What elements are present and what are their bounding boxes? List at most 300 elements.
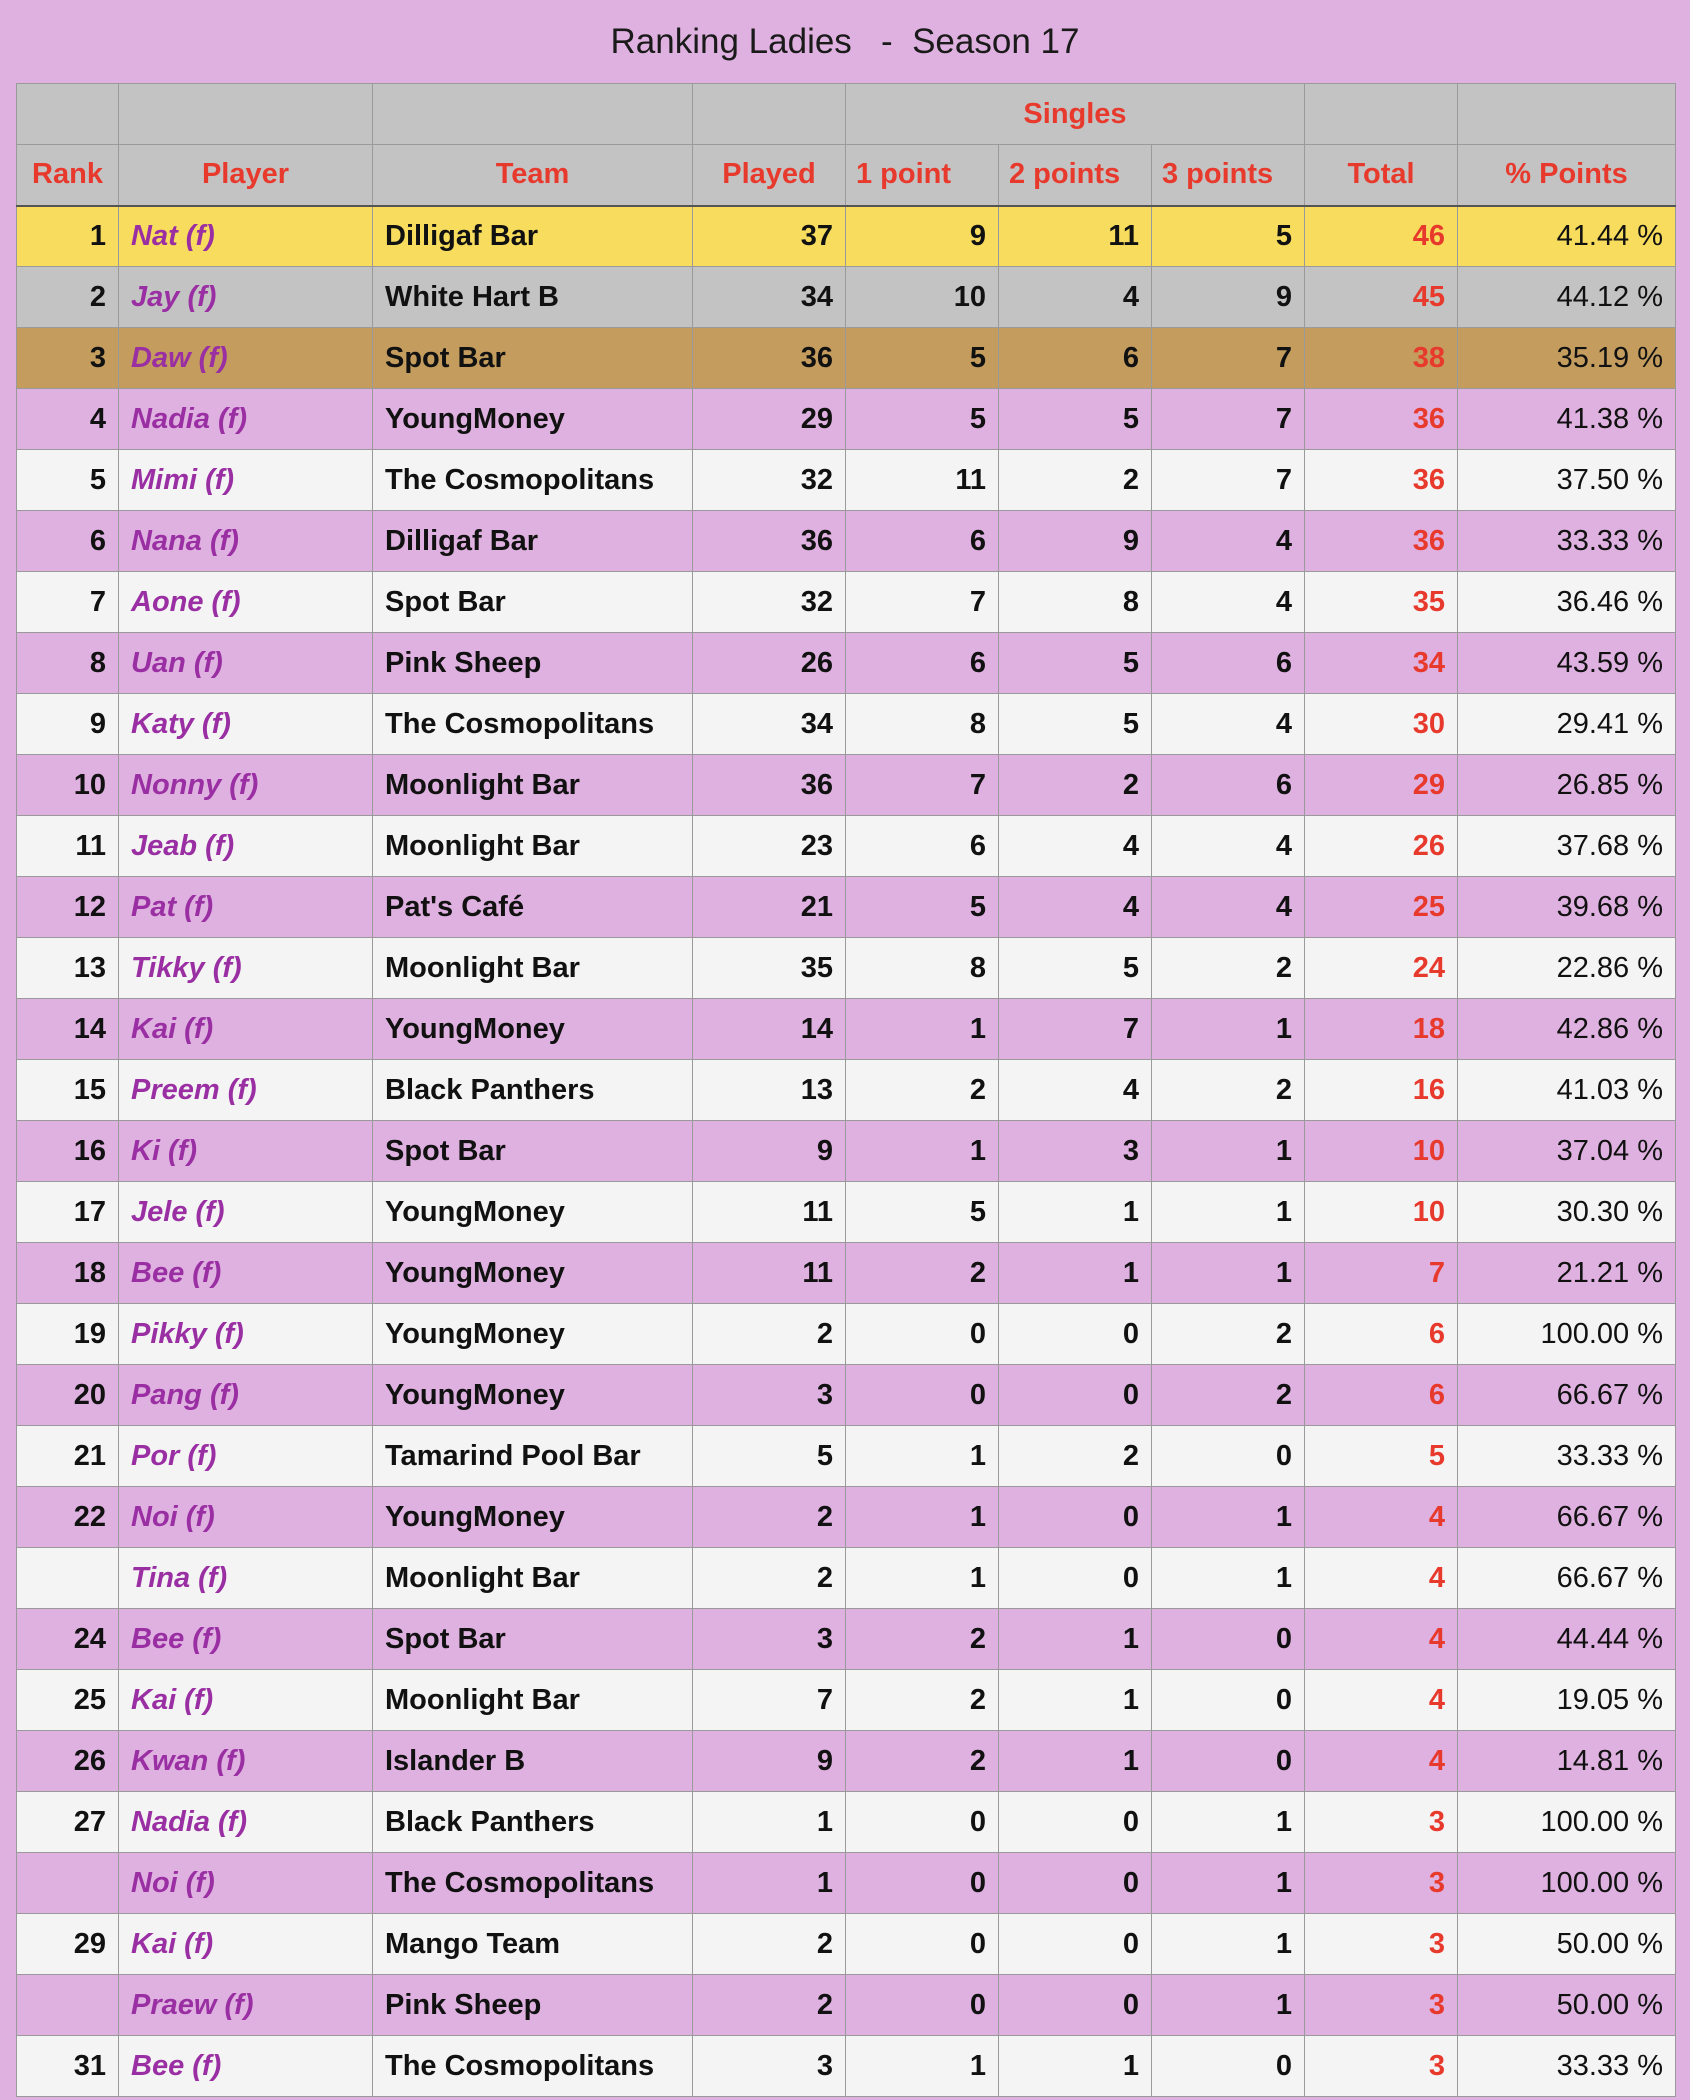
cell-total: 24	[1305, 938, 1458, 999]
cell-player: Bee (f)	[119, 1243, 373, 1304]
cell-1-point: 2	[846, 1609, 999, 1670]
cell-played: 2	[693, 1548, 846, 1609]
cell-total: 3	[1305, 2036, 1458, 2097]
header-player[interactable]: Player	[119, 145, 373, 206]
cell-player: Ki (f)	[119, 1121, 373, 1182]
cell-1-point: 10	[846, 267, 999, 328]
cell-3-points: 9	[1152, 267, 1305, 328]
cell-total: 3	[1305, 1975, 1458, 2036]
cell-1-point: 2	[846, 1243, 999, 1304]
header-columns-row	[17, 145, 1676, 206]
cell-2-points: 5	[999, 633, 1152, 694]
cell-pct-points: 100.00 %	[1458, 1853, 1676, 1914]
cell-1-point: 8	[846, 938, 999, 999]
cell-rank: 4	[17, 389, 119, 450]
cell-rank: 7	[17, 572, 119, 633]
cell-played: 21	[693, 877, 846, 938]
cell-played: 36	[693, 511, 846, 572]
cell-1-point: 9	[846, 206, 999, 267]
cell-rank: 24	[17, 1609, 119, 1670]
cell-total: 10	[1305, 1121, 1458, 1182]
cell-pct-points: 33.33 %	[1458, 511, 1676, 572]
cell-player: Preem (f)	[119, 1060, 373, 1121]
cell-3-points: 2	[1152, 938, 1305, 999]
cell-1-point: 1	[846, 2036, 999, 2097]
cell-total: 5	[1305, 1426, 1458, 1487]
table-row[interactable]	[17, 1609, 1676, 1670]
cell-2-points: 0	[999, 1365, 1152, 1426]
cell-player: Pat (f)	[119, 877, 373, 938]
cell-1-point: 1	[846, 1426, 999, 1487]
cell-pct-points: 30.30 %	[1458, 1182, 1676, 1243]
cell-rank: 3	[17, 328, 119, 389]
cell-2-points: 1	[999, 1609, 1152, 1670]
cell-pct-points: 22.86 %	[1458, 938, 1676, 999]
cell-3-points: 4	[1152, 816, 1305, 877]
cell-played: 32	[693, 572, 846, 633]
cell-pct-points: 37.50 %	[1458, 450, 1676, 511]
cell-player: Nonny (f)	[119, 755, 373, 816]
cell-3-points: 1	[1152, 1975, 1305, 2036]
cell-pct-points: 19.05 %	[1458, 1670, 1676, 1731]
cell-player: Kai (f)	[119, 1670, 373, 1731]
header-2-points[interactable]: 2 points	[999, 145, 1152, 206]
table-row[interactable]	[17, 206, 1676, 267]
cell-3-points: 4	[1152, 572, 1305, 633]
cell-player: Daw (f)	[119, 328, 373, 389]
cell-total: 3	[1305, 1914, 1458, 1975]
cell-player: Nat (f)	[119, 206, 373, 267]
cell-team: Moonlight Bar	[373, 1670, 693, 1731]
cell-rank: 5	[17, 450, 119, 511]
table-row[interactable]	[17, 1487, 1676, 1548]
cell-total: 6	[1305, 1365, 1458, 1426]
table-row[interactable]	[17, 1243, 1676, 1304]
cell-rank: 16	[17, 1121, 119, 1182]
cell-1-point: 0	[846, 1914, 999, 1975]
cell-3-points: 2	[1152, 1304, 1305, 1365]
cell-player: Jay (f)	[119, 267, 373, 328]
cell-3-points: 0	[1152, 1670, 1305, 1731]
cell-team: Spot Bar	[373, 572, 693, 633]
table-row[interactable]	[17, 1792, 1676, 1853]
cell-player: Jeab (f)	[119, 816, 373, 877]
table-row[interactable]	[17, 1121, 1676, 1182]
cell-team: The Cosmopolitans	[373, 2036, 693, 2097]
cell-rank: 12	[17, 877, 119, 938]
cell-total: 36	[1305, 389, 1458, 450]
cell-rank: 18	[17, 1243, 119, 1304]
table-row[interactable]	[17, 999, 1676, 1060]
cell-player: Jele (f)	[119, 1182, 373, 1243]
cell-pct-points: 29.41 %	[1458, 694, 1676, 755]
ranking-table	[16, 83, 1676, 2097]
cell-pct-points: 50.00 %	[1458, 1975, 1676, 2036]
cell-rank: 15	[17, 1060, 119, 1121]
cell-3-points: 0	[1152, 2036, 1305, 2097]
cell-3-points: 6	[1152, 755, 1305, 816]
cell-2-points: 0	[999, 1914, 1152, 1975]
cell-total: 4	[1305, 1548, 1458, 1609]
cell-rank: 19	[17, 1304, 119, 1365]
cell-total: 16	[1305, 1060, 1458, 1121]
cell-played: 36	[693, 755, 846, 816]
cell-2-points: 1	[999, 1182, 1152, 1243]
cell-rank: 2	[17, 267, 119, 328]
cell-pct-points: 37.68 %	[1458, 816, 1676, 877]
cell-played: 26	[693, 633, 846, 694]
table-row[interactable]	[17, 1304, 1676, 1365]
cell-played: 29	[693, 389, 846, 450]
cell-1-point: 6	[846, 816, 999, 877]
cell-3-points: 1	[1152, 999, 1305, 1060]
cell-team: White Hart B	[373, 267, 693, 328]
cell-3-points: 1	[1152, 1182, 1305, 1243]
cell-team: YoungMoney	[373, 1365, 693, 1426]
cell-pct-points: 66.67 %	[1458, 1548, 1676, 1609]
cell-rank	[17, 1853, 119, 1914]
cell-total: 3	[1305, 1792, 1458, 1853]
cell-team: Moonlight Bar	[373, 938, 693, 999]
cell-played: 35	[693, 938, 846, 999]
cell-rank: 11	[17, 816, 119, 877]
cell-rank	[17, 1975, 119, 2036]
cell-pct-points: 14.81 %	[1458, 1731, 1676, 1792]
cell-team: The Cosmopolitans	[373, 694, 693, 755]
cell-pct-points: 39.68 %	[1458, 877, 1676, 938]
cell-1-point: 1	[846, 1548, 999, 1609]
cell-2-points: 0	[999, 1792, 1152, 1853]
cell-played: 13	[693, 1060, 846, 1121]
cell-1-point: 11	[846, 450, 999, 511]
cell-1-point: 5	[846, 389, 999, 450]
cell-3-points: 1	[1152, 1487, 1305, 1548]
cell-2-points: 11	[999, 206, 1152, 267]
table-row[interactable]	[17, 1670, 1676, 1731]
header-1-point[interactable]: 1 point	[846, 145, 999, 206]
cell-3-points: 5	[1152, 206, 1305, 267]
table-row[interactable]	[17, 2036, 1676, 2097]
cell-pct-points: 44.12 %	[1458, 267, 1676, 328]
cell-played: 23	[693, 816, 846, 877]
cell-pct-points: 66.67 %	[1458, 1365, 1676, 1426]
table-row[interactable]	[17, 816, 1676, 877]
cell-rank: 13	[17, 938, 119, 999]
cell-total: 4	[1305, 1487, 1458, 1548]
cell-player: Tikky (f)	[119, 938, 373, 999]
cell-total: 7	[1305, 1243, 1458, 1304]
header-empty-cell	[119, 84, 373, 145]
cell-team: Islander B	[373, 1731, 693, 1792]
cell-player: Aone (f)	[119, 572, 373, 633]
cell-player: Mimi (f)	[119, 450, 373, 511]
cell-played: 34	[693, 694, 846, 755]
table-row[interactable]	[17, 1182, 1676, 1243]
cell-player: Katy (f)	[119, 694, 373, 755]
cell-total: 38	[1305, 328, 1458, 389]
cell-played: 32	[693, 450, 846, 511]
cell-played: 7	[693, 1670, 846, 1731]
cell-team: YoungMoney	[373, 389, 693, 450]
cell-1-point: 1	[846, 999, 999, 1060]
cell-played: 2	[693, 1304, 846, 1365]
cell-3-points: 1	[1152, 1121, 1305, 1182]
cell-played: 2	[693, 1487, 846, 1548]
cell-1-point: 0	[846, 1304, 999, 1365]
cell-1-point: 0	[846, 1792, 999, 1853]
cell-rank	[17, 1548, 119, 1609]
cell-rank: 29	[17, 1914, 119, 1975]
cell-played: 1	[693, 1792, 846, 1853]
cell-played: 3	[693, 1609, 846, 1670]
table-row[interactable]	[17, 572, 1676, 633]
cell-2-points: 4	[999, 816, 1152, 877]
cell-player: Nadia (f)	[119, 389, 373, 450]
cell-pct-points: 33.33 %	[1458, 1426, 1676, 1487]
cell-rank: 22	[17, 1487, 119, 1548]
cell-team: Black Panthers	[373, 1060, 693, 1121]
cell-3-points: 1	[1152, 1243, 1305, 1304]
header-pct-points[interactable]: % Points	[1458, 145, 1676, 206]
cell-1-point: 2	[846, 1670, 999, 1731]
cell-pct-points: 42.86 %	[1458, 999, 1676, 1060]
cell-total: 4	[1305, 1731, 1458, 1792]
cell-2-points: 4	[999, 1060, 1152, 1121]
page-title: Ranking Ladies - Season 17	[610, 22, 1080, 61]
cell-team: YoungMoney	[373, 1182, 693, 1243]
cell-2-points: 8	[999, 572, 1152, 633]
cell-total: 18	[1305, 999, 1458, 1060]
cell-played: 11	[693, 1182, 846, 1243]
cell-pct-points: 41.44 %	[1458, 206, 1676, 267]
cell-played: 9	[693, 1121, 846, 1182]
cell-3-points: 7	[1152, 328, 1305, 389]
table-row[interactable]	[17, 1365, 1676, 1426]
cell-rank: 21	[17, 1426, 119, 1487]
table-row[interactable]	[17, 1914, 1676, 1975]
cell-2-points: 6	[999, 328, 1152, 389]
table-row[interactable]	[17, 1426, 1676, 1487]
cell-rank: 27	[17, 1792, 119, 1853]
cell-3-points: 7	[1152, 450, 1305, 511]
cell-2-points: 2	[999, 1426, 1152, 1487]
cell-1-point: 2	[846, 1731, 999, 1792]
cell-2-points: 0	[999, 1548, 1152, 1609]
cell-played: 5	[693, 1426, 846, 1487]
cell-1-point: 5	[846, 328, 999, 389]
cell-total: 25	[1305, 877, 1458, 938]
cell-2-points: 9	[999, 511, 1152, 572]
cell-total: 34	[1305, 633, 1458, 694]
header-3-points[interactable]: 3 points	[1152, 145, 1305, 206]
cell-total: 46	[1305, 206, 1458, 267]
cell-3-points: 4	[1152, 511, 1305, 572]
cell-rank: 17	[17, 1182, 119, 1243]
table-row[interactable]	[17, 511, 1676, 572]
cell-1-point: 8	[846, 694, 999, 755]
cell-total: 29	[1305, 755, 1458, 816]
cell-rank: 10	[17, 755, 119, 816]
header-empty-cell	[693, 84, 846, 145]
cell-team: Dilligaf Bar	[373, 511, 693, 572]
cell-team: Black Panthers	[373, 1792, 693, 1853]
cell-rank: 1	[17, 206, 119, 267]
cell-team: YoungMoney	[373, 1243, 693, 1304]
cell-2-points: 5	[999, 389, 1152, 450]
header-empty-cell	[1458, 84, 1676, 145]
cell-team: Spot Bar	[373, 1609, 693, 1670]
header-group-singles: Singles	[846, 84, 1305, 145]
table-row[interactable]	[17, 1731, 1676, 1792]
cell-team: Mango Team	[373, 1914, 693, 1975]
cell-3-points: 0	[1152, 1609, 1305, 1670]
cell-1-point: 7	[846, 572, 999, 633]
cell-played: 3	[693, 2036, 846, 2097]
header-group-row	[17, 84, 1676, 145]
table-row[interactable]	[17, 694, 1676, 755]
cell-2-points: 7	[999, 999, 1152, 1060]
cell-pct-points: 43.59 %	[1458, 633, 1676, 694]
cell-player: Pikky (f)	[119, 1304, 373, 1365]
cell-rank: 14	[17, 999, 119, 1060]
cell-total: 4	[1305, 1609, 1458, 1670]
cell-total: 26	[1305, 816, 1458, 877]
cell-total: 45	[1305, 267, 1458, 328]
cell-team: Moonlight Bar	[373, 755, 693, 816]
cell-team: YoungMoney	[373, 1487, 693, 1548]
cell-player: Bee (f)	[119, 2036, 373, 2097]
table-row[interactable]	[17, 938, 1676, 999]
cell-player: Praew (f)	[119, 1975, 373, 2036]
cell-total: 6	[1305, 1304, 1458, 1365]
header-team[interactable]: Team	[373, 145, 693, 206]
cell-3-points: 2	[1152, 1365, 1305, 1426]
cell-3-points: 1	[1152, 1792, 1305, 1853]
cell-1-point: 0	[846, 1853, 999, 1914]
cell-1-point: 0	[846, 1365, 999, 1426]
cell-team: Spot Bar	[373, 1121, 693, 1182]
cell-1-point: 6	[846, 633, 999, 694]
cell-team: YoungMoney	[373, 1304, 693, 1365]
cell-team: Spot Bar	[373, 328, 693, 389]
cell-3-points: 2	[1152, 1060, 1305, 1121]
cell-3-points: 0	[1152, 1426, 1305, 1487]
header-played[interactable]: Played	[693, 145, 846, 206]
cell-1-point: 5	[846, 877, 999, 938]
cell-pct-points: 35.19 %	[1458, 328, 1676, 389]
cell-3-points: 1	[1152, 1548, 1305, 1609]
cell-played: 2	[693, 1975, 846, 2036]
table-row[interactable]	[17, 1548, 1676, 1609]
cell-played: 14	[693, 999, 846, 1060]
cell-1-point: 1	[846, 1121, 999, 1182]
cell-2-points: 3	[999, 1121, 1152, 1182]
cell-played: 36	[693, 328, 846, 389]
cell-team: Moonlight Bar	[373, 1548, 693, 1609]
cell-2-points: 0	[999, 1304, 1152, 1365]
cell-played: 2	[693, 1914, 846, 1975]
table-row[interactable]	[17, 389, 1676, 450]
cell-pct-points: 37.04 %	[1458, 1121, 1676, 1182]
cell-2-points: 1	[999, 1731, 1152, 1792]
cell-3-points: 4	[1152, 877, 1305, 938]
header-rank[interactable]: Rank	[17, 145, 119, 206]
table-row[interactable]	[17, 633, 1676, 694]
cell-pct-points: 44.44 %	[1458, 1609, 1676, 1670]
cell-played: 3	[693, 1365, 846, 1426]
cell-2-points: 1	[999, 2036, 1152, 2097]
cell-total: 36	[1305, 450, 1458, 511]
cell-2-points: 4	[999, 267, 1152, 328]
cell-3-points: 6	[1152, 633, 1305, 694]
cell-played: 1	[693, 1853, 846, 1914]
table-body	[17, 206, 1676, 2097]
cell-total: 4	[1305, 1670, 1458, 1731]
cell-team: Pat's Café	[373, 877, 693, 938]
cell-total: 35	[1305, 572, 1458, 633]
cell-1-point: 2	[846, 1060, 999, 1121]
table-row[interactable]	[17, 1853, 1676, 1914]
table-row[interactable]	[17, 267, 1676, 328]
cell-2-points: 2	[999, 755, 1152, 816]
cell-total: 10	[1305, 1182, 1458, 1243]
cell-player: Kwan (f)	[119, 1731, 373, 1792]
cell-2-points: 0	[999, 1853, 1152, 1914]
cell-rank: 8	[17, 633, 119, 694]
cell-2-points: 1	[999, 1670, 1152, 1731]
table-row[interactable]	[17, 1060, 1676, 1121]
cell-3-points: 1	[1152, 1914, 1305, 1975]
cell-player: Kai (f)	[119, 999, 373, 1060]
cell-2-points: 0	[999, 1975, 1152, 2036]
cell-pct-points: 50.00 %	[1458, 1914, 1676, 1975]
cell-team: The Cosmopolitans	[373, 450, 693, 511]
cell-player: Nana (f)	[119, 511, 373, 572]
cell-team: Pink Sheep	[373, 1975, 693, 2036]
cell-rank: 20	[17, 1365, 119, 1426]
cell-1-point: 5	[846, 1182, 999, 1243]
table-row[interactable]	[17, 877, 1676, 938]
cell-rank: 9	[17, 694, 119, 755]
header-total[interactable]: Total	[1305, 145, 1458, 206]
cell-pct-points: 66.67 %	[1458, 1487, 1676, 1548]
table-header	[17, 84, 1676, 206]
cell-1-point: 1	[846, 1487, 999, 1548]
table-row[interactable]	[17, 450, 1676, 511]
cell-team: YoungMoney	[373, 999, 693, 1060]
cell-3-points: 1	[1152, 1853, 1305, 1914]
table-row[interactable]	[17, 1975, 1676, 2036]
cell-1-point: 7	[846, 755, 999, 816]
cell-pct-points: 33.33 %	[1458, 2036, 1676, 2097]
table-row[interactable]	[17, 328, 1676, 389]
cell-2-points: 0	[999, 1487, 1152, 1548]
cell-team: The Cosmopolitans	[373, 1853, 693, 1914]
cell-pct-points: 26.85 %	[1458, 755, 1676, 816]
header-empty-cell	[17, 84, 119, 145]
cell-played: 34	[693, 267, 846, 328]
cell-rank: 31	[17, 2036, 119, 2097]
cell-2-points: 5	[999, 938, 1152, 999]
cell-played: 11	[693, 1243, 846, 1304]
cell-team: Dilligaf Bar	[373, 206, 693, 267]
table-row[interactable]	[17, 755, 1676, 816]
cell-team: Pink Sheep	[373, 633, 693, 694]
header-empty-cell	[373, 84, 693, 145]
cell-player: Noi (f)	[119, 1853, 373, 1914]
cell-pct-points: 36.46 %	[1458, 572, 1676, 633]
cell-player: Kai (f)	[119, 1914, 373, 1975]
